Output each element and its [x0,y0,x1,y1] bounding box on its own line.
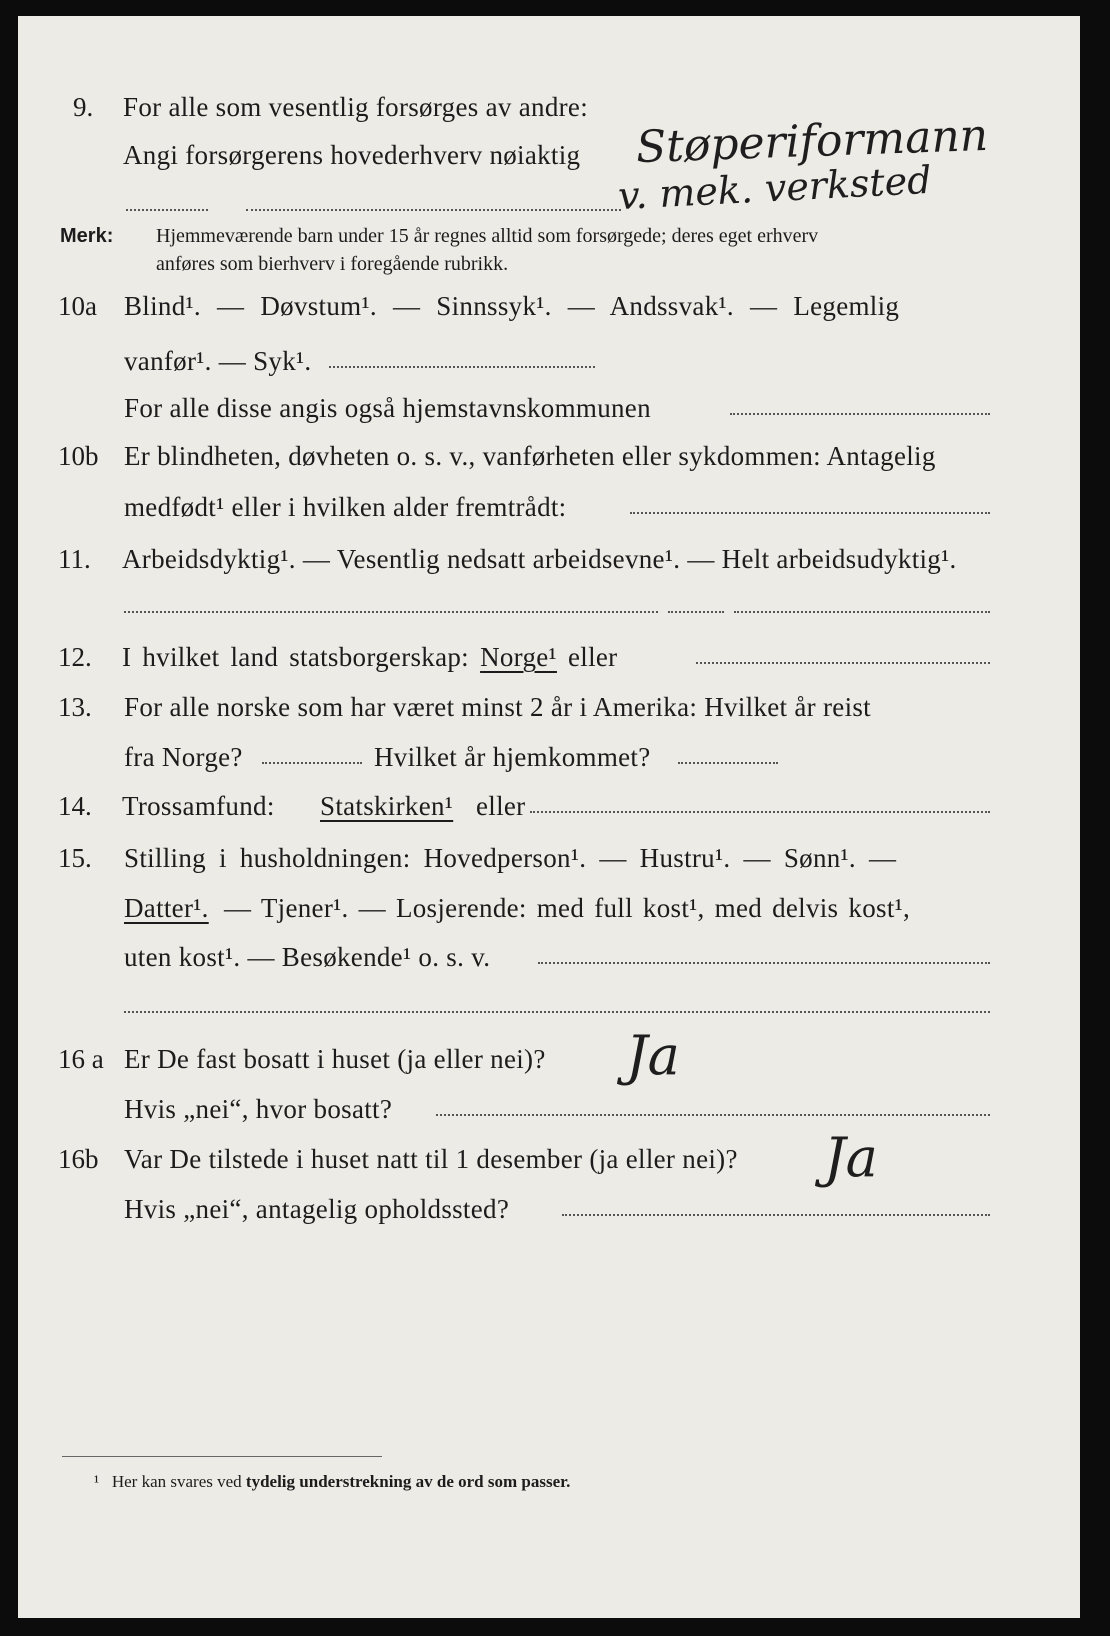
footnote-separator [62,1456,382,1457]
q10a-line3: For alle disse angis også hjemstavnskommunen [124,393,651,423]
footnote [94,1472,570,1492]
q15-line2-rest: — Tjener¹. — Losjerende: med full kost¹, med delvis kost¹, [224,893,911,923]
q12-underlined-norge: Norge¹ [480,642,557,672]
q12-dotted-line [696,662,990,664]
q16a-dotted-line [436,1114,990,1116]
merk-line2: anføres som bierhverv i foregående rubrikk. [156,253,509,275]
q16a-handwritten-answer: Ja [626,1024,680,1087]
q15-number: 15. [58,843,92,873]
footnote-text: Her kan svares ved [111,1472,242,1491]
q10b-dotted-line [630,512,990,514]
q9-dotted-line-left [126,209,208,211]
q11-dotted-line-a [124,611,658,613]
q12-line1 [122,641,617,673]
q15-extra-dotted-line [124,1011,990,1013]
q12-text-eller: eller [568,642,618,672]
q10a-hjemstavn-dotted-line [730,413,990,415]
q14-eller: eller [476,791,526,821]
q16a-line2: Hvis „nei“, hvor bosatt? [124,1094,393,1124]
merk-line1: Hjemmeværende barn under 15 år regnes alltid som forsørgede; deres eget erhverv [156,225,819,247]
q13-line2a: fra Norge? [124,742,243,772]
q11-dotted-line-c [734,611,990,613]
q9-handwritten-answer-line2: v. mek. verksted [617,157,933,219]
q10b-line1: Er blindheten, døvheten o. s. v., vanførheten eller sykdommen: Antagelig [124,441,936,471]
q16b-handwritten-answer: Ja [824,1126,878,1189]
q15-line3: uten kost¹. — Besøkende¹ o. s. v. [124,942,491,972]
q10a-syk-dotted-line [329,366,595,368]
q16a-number: 16 a [58,1044,104,1074]
q14-number: 14. [58,791,92,821]
q9-number: 9. [73,92,94,122]
q11-line1: Arbeidsdyktig¹. — Vesentlig nedsatt arbeidsevne¹. — Helt arbeidsudyktig¹. [122,544,957,574]
q13-hjemkommet-dotted-line [678,762,778,764]
q15-dotted-line [538,962,990,964]
q9-dotted-line-right [246,209,621,211]
merk-label: Merk: [60,225,114,247]
footnote-marker: ¹ [94,1472,100,1491]
q12-text: I hvilket land statsborgerskap: [122,642,469,672]
q14-underlined-statskirken: Statskirken¹ [320,791,454,821]
q13-line1: For alle norske som har været minst 2 år i Amerika: Hvilket år reist [124,692,871,722]
q16b-dotted-line [562,1214,990,1216]
q16b-line2: Hvis „nei“, antagelig opholdssted? [124,1194,510,1224]
q16b-number: 16b [58,1144,99,1174]
q13-line2b: Hvilket år hjemkommet? [374,742,651,772]
q10a-number: 10a [58,291,97,321]
q11-dotted-line-b [668,611,724,613]
census-form-page [18,16,1080,1618]
q16b-line1: Var De tilstede i huset natt til 1 desember (ja eller nei)? [124,1144,738,1174]
q9-line1: For alle som vesentlig forsørges av andre: [123,92,588,122]
q14-label: Trossamfund: [122,791,275,821]
q16a-line1: Er De fast bosatt i huset (ja eller nei)? [124,1044,546,1074]
q15-line1: Stilling i husholdningen: Hovedperson¹. — Hustru¹. — Sønn¹. — [124,843,897,873]
q10a-line2: vanfør¹. — Syk¹. [124,346,312,376]
q12-number: 12. [58,642,92,672]
q10b-line2: medfødt¹ eller i hvilken alder fremtrådt: [124,492,567,522]
q13-reist-dotted-line [262,762,362,764]
q14-dotted-line [530,811,990,813]
q11-number: 11. [58,544,91,574]
q15-underlined-datter: Datter¹. [124,893,209,923]
q13-number: 13. [58,692,92,722]
q10a-line1: Blind¹. — Døvstum¹. — Sinnssyk¹. — Andssvak¹. — Legemlig [124,291,900,321]
q10b-number: 10b [58,441,99,471]
footnote-bold-text: tydelig understrekning av de ord som passer. [245,1472,571,1491]
q9-line2: Angi forsørgerens hovederhverv nøiaktig [123,140,581,170]
q9-handwritten-answer-line1: Støperiformann [635,109,989,174]
